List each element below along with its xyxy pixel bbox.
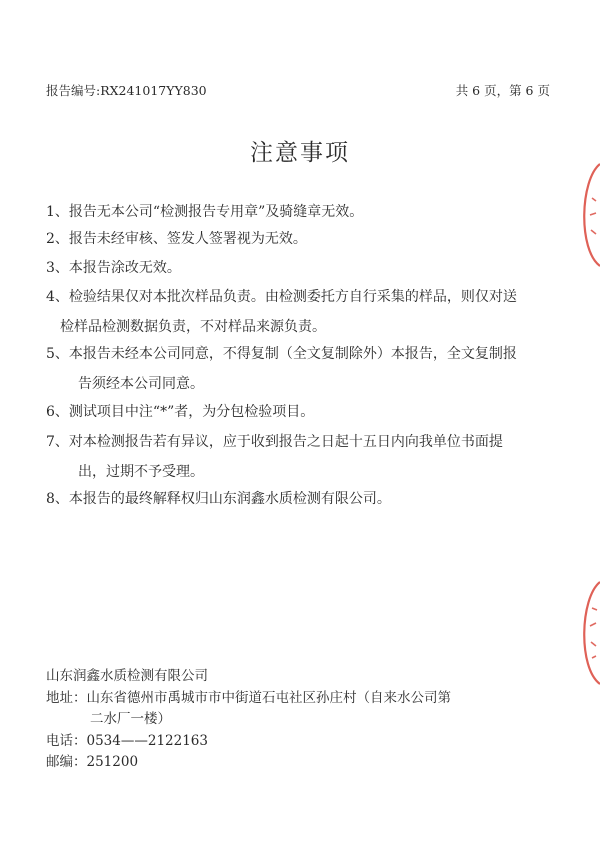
phone-label: 电话：: [46, 732, 87, 749]
postcode-value: 251200: [86, 754, 139, 770]
notice-item-6: [46, 397, 566, 427]
notice-text-continued: 出，过期不予受理。: [78, 464, 204, 480]
notice-number: 5、: [46, 346, 69, 362]
company-contact: [46, 666, 546, 774]
notice-text: 本报告未经本公司同意，不得复制（全文复制除外）本报告，全文复制报: [68, 346, 517, 362]
seam-seal-top: [572, 160, 600, 270]
address-row: [46, 688, 546, 710]
notice-item-8: [46, 484, 566, 514]
notice-text: 报告未经审核、签发人签署视为无效。: [68, 231, 307, 247]
notice-number: 1、: [46, 204, 69, 220]
notice-text-continued: 告须经本公司同意。: [78, 376, 204, 392]
page-indicator: 共 6 页，第 6 页: [455, 83, 550, 98]
phone-row: [46, 731, 546, 753]
address-label: 地址：: [46, 689, 87, 706]
address-line-1: 山东省德州市禹城市市中街道石屯社区孙庄村（自来水公司第: [86, 689, 451, 706]
notice-text: 本报告的最终解释权归山东润鑫水质检测有限公司。: [68, 491, 391, 507]
address-line-2: 二水厂一楼）: [90, 711, 171, 727]
notice-item-3: [46, 253, 566, 283]
notice-number: 4、: [46, 289, 69, 305]
notice-item-5: [46, 339, 566, 399]
notice-number: 3、: [46, 260, 69, 276]
postcode-row: [46, 752, 546, 774]
notice-text-continued: 检样品检测数据负责，不对样品来源负责。: [60, 319, 326, 335]
notice-text: 报告无本公司“检测报告专用章”及骑缝章无效。: [68, 204, 364, 220]
notice-item-7: [46, 427, 566, 487]
phone-number: 0534——2122163: [86, 732, 208, 749]
page-title: 注意事项: [250, 140, 350, 166]
notice-text: 测试项目中注“*”者，为分包检验项目。: [68, 404, 315, 420]
notice-number: 2、: [46, 231, 69, 247]
seam-seal-bottom: [572, 578, 600, 688]
report-number: 报告编号:RX241017YY830: [46, 83, 207, 98]
notice-text: 对本检测报告若有异议，应于收到报告之日起十五日内向我单位书面提: [68, 434, 503, 450]
notice-text: 检验结果仅对本批次样品负责。由检测委托方自行采集的样品，则仅对送: [68, 289, 517, 305]
notice-number: 8、: [46, 491, 69, 507]
report-header: [46, 81, 550, 97]
notice-number: 6、: [46, 404, 69, 420]
company-name: 山东润鑫水质检测有限公司: [46, 668, 208, 684]
notice-text: 本报告涂改无效。: [68, 260, 181, 276]
notice-item-4: [46, 282, 566, 342]
postcode-label: 邮编：: [46, 754, 87, 770]
notice-number: 7、: [46, 434, 69, 450]
notice-item-2: [46, 224, 566, 254]
notice-item-1: [46, 197, 566, 227]
